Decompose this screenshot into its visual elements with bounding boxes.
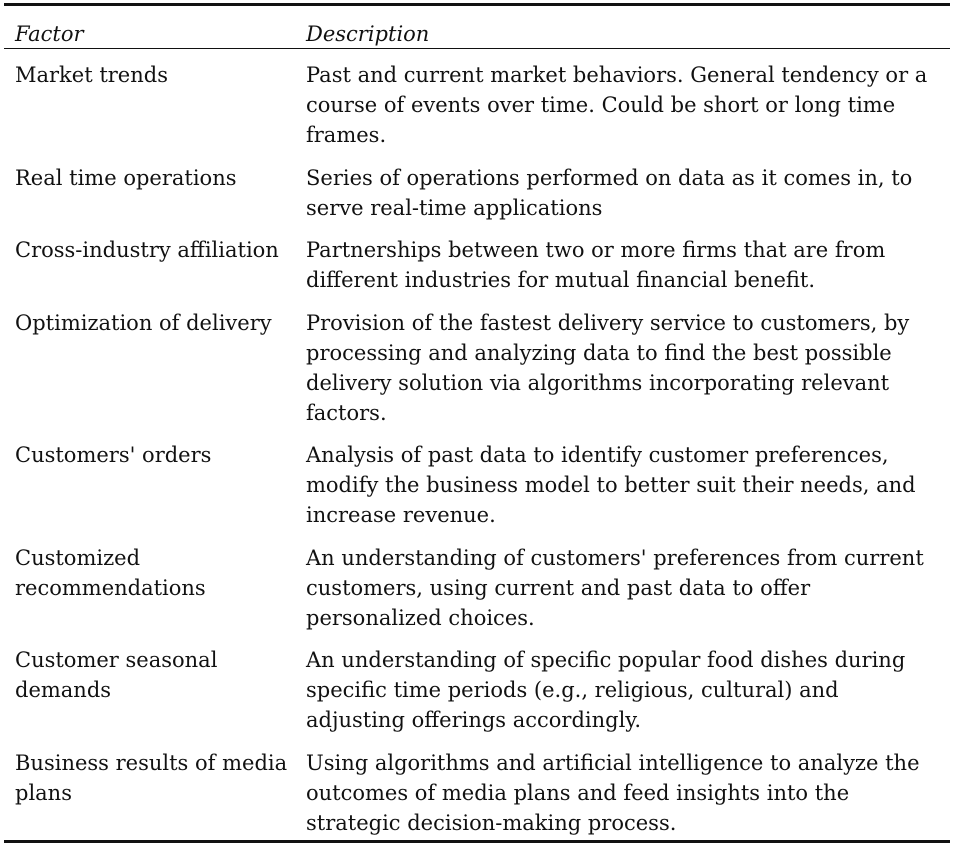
header-description: Description	[306, 22, 430, 46]
table-row	[4, 748, 950, 838]
description-cell: Past and current market behaviors. General tendency or a course of events over time. Could be short or long time frames.	[306, 63, 928, 147]
table-row	[4, 308, 950, 428]
table-row	[4, 163, 950, 223]
factor-cell: Optimization of delivery	[15, 310, 272, 335]
header-factor: Factor	[15, 22, 84, 46]
description-cell: An understanding of specific popular food dishes during specific time periods (e.g., religious, cultural) and adjusting offerings accordingly.	[306, 648, 906, 732]
description-cell: An understanding of customers' preferences from current customers, using current and past data to offer personalized choices.	[306, 545, 924, 630]
description-cell: Using algorithms and artificial intelligence to analyze the outcomes of media plans and feed insights into the strategic decision-making process.	[306, 750, 920, 835]
description-cell: Provision of the fastest delivery service to customers, by processing and analyzing data to find the best possible delivery solution via algorithms incorporating relevant factors.	[306, 310, 910, 425]
factors-table	[4, 3, 950, 843]
table-row	[4, 543, 950, 633]
table-row	[4, 645, 950, 735]
table-row	[4, 235, 950, 295]
factor-cell: Business results of media plans	[15, 750, 288, 805]
table-row	[4, 440, 950, 530]
description-cell: Partnerships between two or more firms that are from different industries for mutual financial benefit.	[306, 238, 886, 292]
factor-cell: Customers' orders	[15, 443, 212, 467]
table-header-row	[4, 6, 950, 48]
description-cell: Series of operations performed on data as it comes in, to serve real-time applications	[306, 165, 913, 220]
factor-cell: Cross-industry affiliation	[15, 238, 279, 262]
table-bottom-rule	[4, 840, 950, 843]
description-cell: Analysis of past data to identify customer preferences, modify the business model to better suit their needs, and increase revenue.	[306, 443, 916, 527]
table-body	[4, 49, 950, 840]
factor-cell: Market trends	[15, 63, 168, 87]
table-row	[4, 60, 950, 150]
factor-cell: Customer seasonal demands	[15, 648, 218, 702]
factor-cell: Real time operations	[15, 165, 237, 190]
factor-cell: Customized recommendations	[15, 545, 206, 600]
